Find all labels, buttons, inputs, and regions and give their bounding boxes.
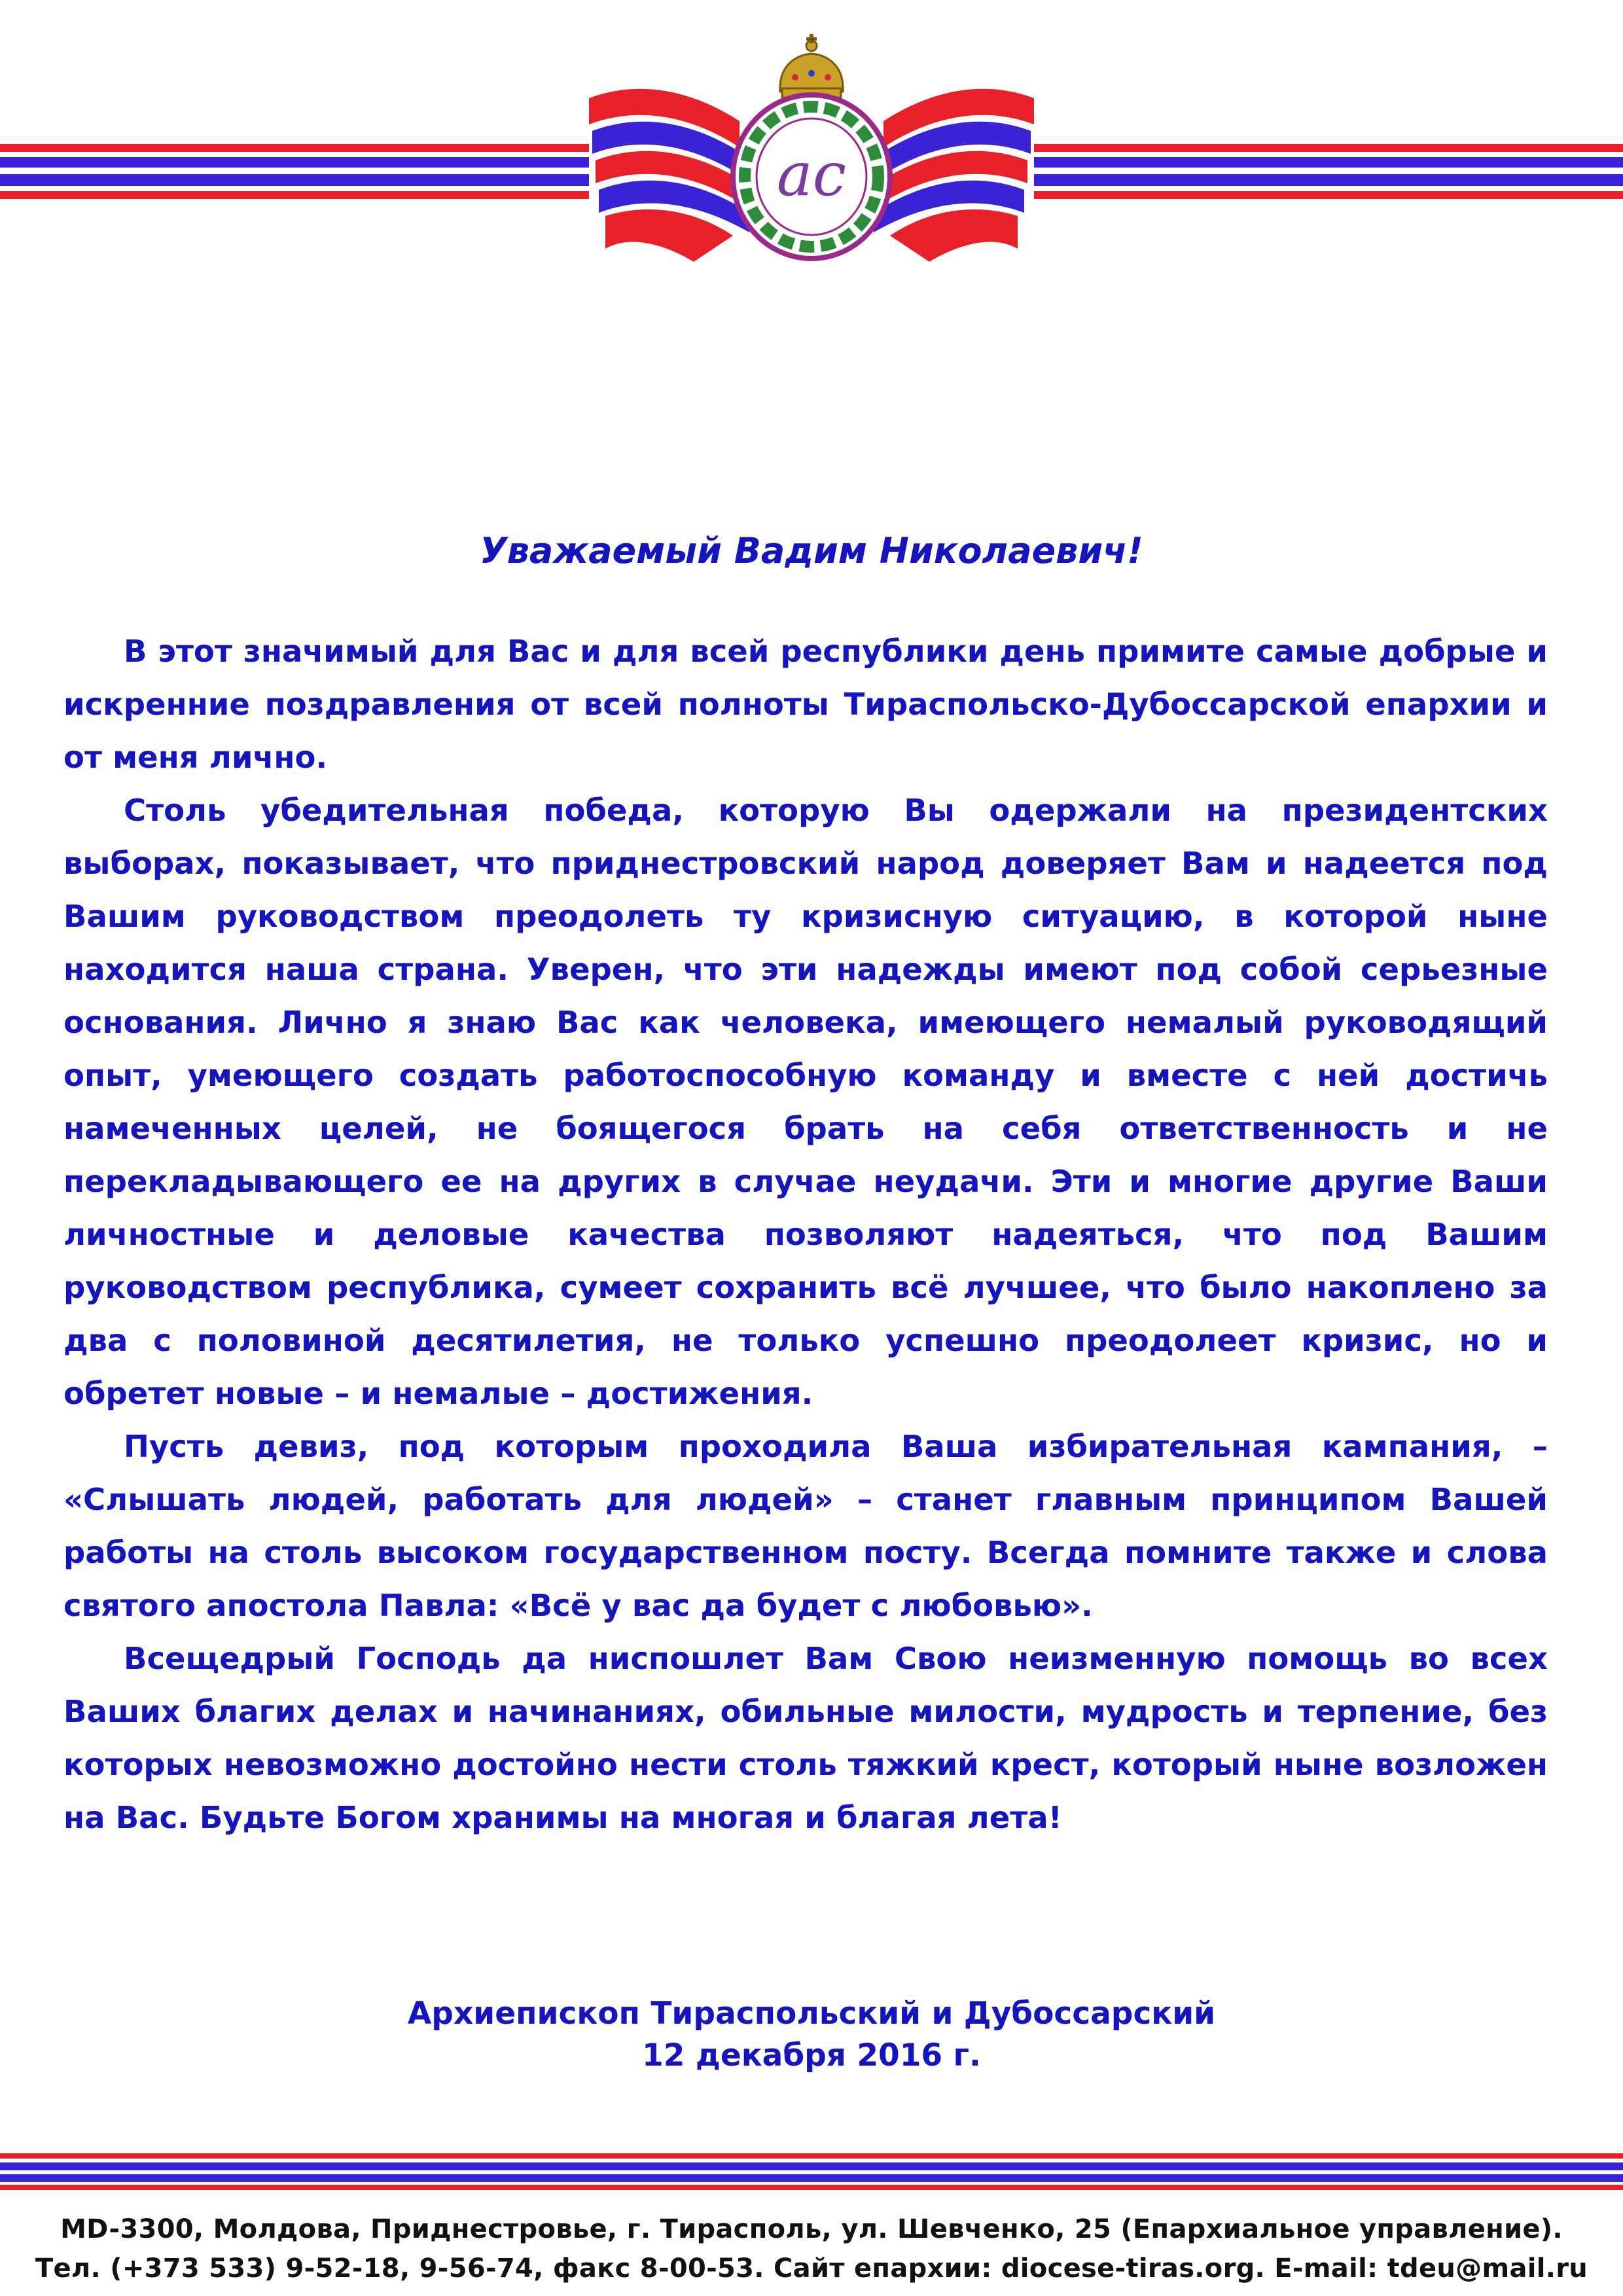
left-ribbon: [589, 89, 749, 262]
footer-phone-email: Тел. (+373 533) 9-52-18, 9-56-74, факс 8-00-53. Сайт епархии: diocese-tiras.org. E-mail: tdeu@mail.ru: [35, 2253, 1588, 2284]
letter-paragraph: Всещедрый Господь да ниспошлет Вам Свою неизменную помощь во всех Ваших благих делах и начинаниях, обильные милости, мудрость и терпение, без которых невозможно достойно нести столь тяжкий крест, который ныне возложен на Вас. Будьте Богом хранимы на многая и благая лета!: [63, 1641, 1548, 1835]
letter-paragraph: Пусть девиз, под которым проходила Ваша избирательная кампания, – «Слышать людей, работать для людей» – станет главным принципом Вашей работы на столь высоком государственном посту. Всегда помните также и слова святого апостола Павла: «Всё у вас да будет с любовью».: [63, 1429, 1548, 1623]
footer-stripes: [0, 2153, 1623, 2190]
mitre-crown-icon: [780, 34, 843, 98]
signature-title: Архиепископ Тираспольский и Дубоссарский: [407, 1996, 1216, 2032]
letter-paragraph: Столь убедительная победа, которую Вы одержали на президентских выборах, показывает, что приднестровский народ доверяет Вам и надеется под Вашим руководством преодолеть ту кризисную ситуацию, в которой ныне находится наша страна. Уверен, что эти надежды имеют под собой серьезные основания. Лично я знаю Вас как человека, имеющего немалый руководящий опыт, умеющего создать работоспособную команду и вместе с ней достичь намеченных целей, не боящегося брать на себя ответственность и не перекладывающего ее на других в случае неудачи. Эти и многие другие Ваши личностные и деловые качества позволяют надеяться, что под Вашим руководством республика, сумеет сохранить всё лучшее, что было накоплено за два с половиной десятилетия, не только успешно преодолеет кризис, но и обретет новые – и немалые – достижения.: [63, 793, 1548, 1411]
right-header-stripes: [1034, 144, 1623, 199]
monogram: ac: [776, 139, 847, 209]
footer-contacts: [0, 2210, 1623, 2288]
signature-date: 12 декабря 2016 г.: [642, 2037, 981, 2073]
right-ribbon: [874, 89, 1034, 262]
left-header-stripes: [0, 144, 589, 199]
header-emblem: [0, 0, 1623, 281]
signature-block: [0, 1993, 1623, 2077]
letter-paragraph: В этот значимый для Вас и для всей республики день примите самые добрые и искренние поздравления от всей полноты Тираспольско-Дубоссарской епархии и от меня лично.: [63, 634, 1548, 775]
letter-body: [63, 625, 1548, 1844]
footer-address: MD-3300, Молдова, Приднестровье, г. Тирасполь, ул. Шевченко, 25 (Епархиальное управление).: [60, 2214, 1563, 2244]
letter-greeting: Уважаемый Вадим Николаевич!: [480, 530, 1143, 571]
